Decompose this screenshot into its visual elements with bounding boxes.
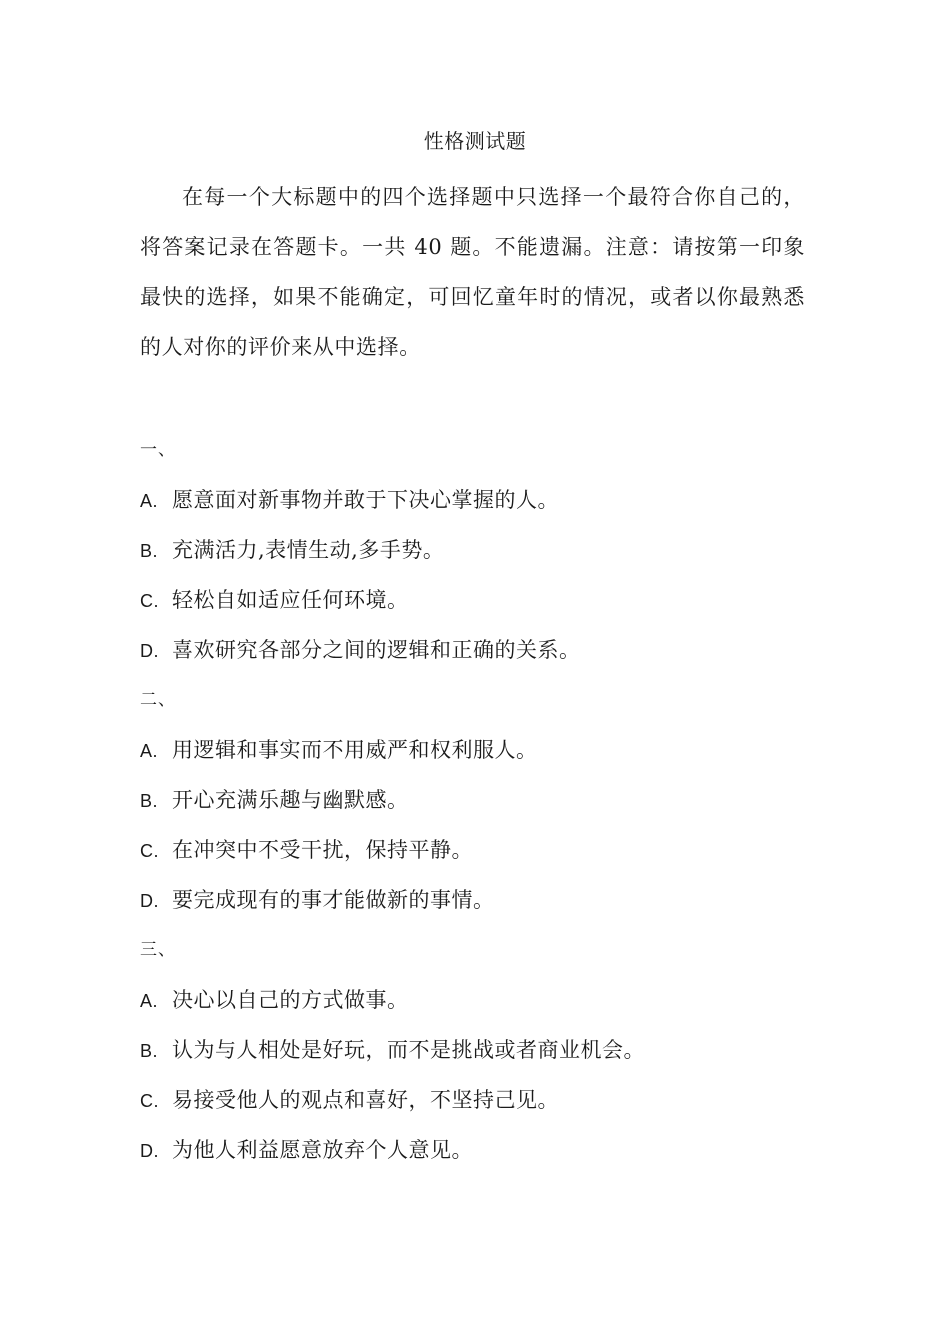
option-text: 要完成现有的事才能做新的事情。 — [172, 888, 495, 912]
question-list — [140, 432, 820, 1182]
option-b — [140, 1032, 820, 1082]
option-text: 充满活力,表情生动,多手势。 — [172, 538, 445, 562]
question-number: 三、 — [140, 940, 176, 960]
option-letter: A. — [140, 491, 159, 511]
instructions-paragraph: 在每一个大标题中的四个选择题中只选择一个最符合你自己的，将答案记录在答题卡。一共 40 题。不能遗漏。注意：请按第一印象最快的选择，如果不能确定，可回忆童年时的情况，或者以你最熟悉的人对你的评价来从中选择。 — [140, 185, 805, 359]
option-b — [140, 532, 820, 582]
option-letter: D. — [140, 641, 159, 661]
question-number: 二、 — [140, 690, 176, 710]
option-letter: D. — [140, 1141, 159, 1161]
option-d — [140, 1132, 820, 1182]
option-text: 开心充满乐趣与幽默感。 — [172, 788, 409, 812]
question-2 — [140, 682, 820, 932]
option-text: 在冲突中不受干扰，保持平静。 — [172, 838, 473, 862]
question-number: 一、 — [140, 440, 176, 460]
option-a — [140, 482, 820, 532]
option-c — [140, 1082, 820, 1132]
option-text: 易接受他人的观点和喜好，不坚持己见。 — [172, 1088, 559, 1112]
option-text: 轻松自如适应任何环境。 — [172, 588, 409, 612]
option-letter: C. — [140, 591, 159, 611]
option-d — [140, 632, 820, 682]
question-3 — [140, 932, 820, 1182]
option-text: 喜欢研究各部分之间的逻辑和正确的关系。 — [172, 638, 581, 662]
option-a — [140, 982, 820, 1032]
option-text: 决心以自己的方式做事。 — [172, 988, 409, 1012]
option-c — [140, 832, 820, 882]
option-d — [140, 882, 820, 932]
option-a — [140, 732, 820, 782]
option-text: 愿意面对新事物并敢于下决心掌握的人。 — [172, 488, 559, 512]
document-title: 性格测试题 — [423, 129, 527, 153]
option-text: 用逻辑和事实而不用威严和权利服人。 — [172, 738, 538, 762]
question-1 — [140, 432, 820, 682]
option-letter: A. — [140, 991, 159, 1011]
option-letter: C. — [140, 841, 159, 861]
option-letter: A. — [140, 741, 159, 761]
option-c — [140, 582, 820, 632]
option-text: 为他人利益愿意放弃个人意见。 — [172, 1138, 473, 1162]
option-b — [140, 782, 820, 832]
option-letter: C. — [140, 1091, 159, 1111]
option-letter: D. — [140, 891, 159, 911]
option-letter: B. — [140, 791, 159, 811]
option-letter: B. — [140, 1041, 159, 1061]
option-text: 认为与人相处是好玩，而不是挑战或者商业机会。 — [172, 1038, 645, 1062]
option-letter: B. — [140, 541, 159, 561]
